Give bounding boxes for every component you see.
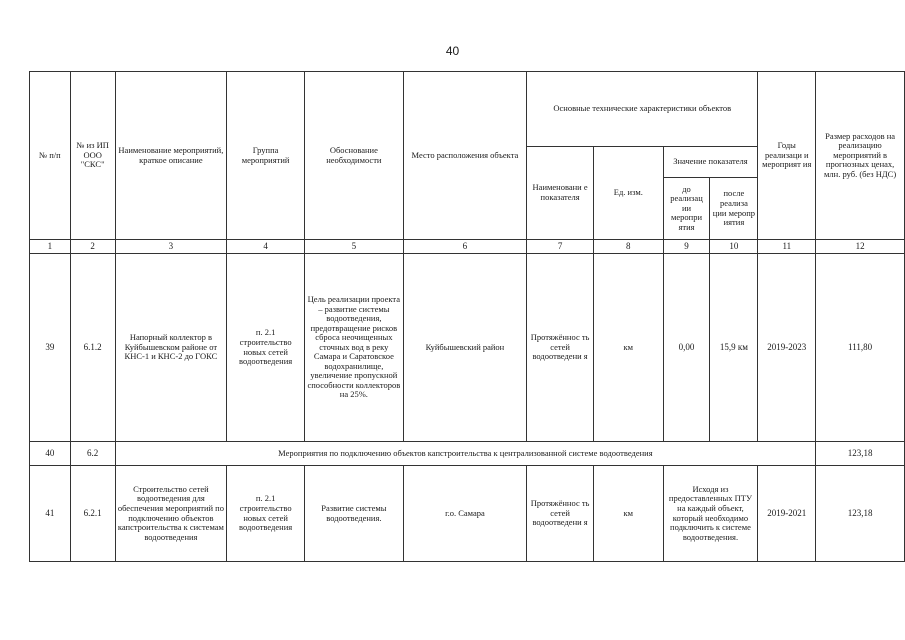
column-number: 1 [30,240,71,254]
row-rationale: Развитие системы водоотведения. [305,466,404,562]
header-cost: Размер расходов на реализацию мероприятий в прогнозных ценах, млн. руб. (без НДС) [816,72,905,240]
row-location: г.о. Самара [403,466,526,562]
row-years: 2019-2023 [758,254,816,442]
header-group: Группа мероприятий [227,72,305,240]
row-group: п. 2.1 строительство новых сетей водоотведения [227,254,305,442]
row-cost: 111,80 [816,254,905,442]
header-value-group: Значение показателя [663,147,758,178]
row-indicator: Протяжённос ть сетей водоотведени я [527,466,594,562]
row-unit: км [594,254,664,442]
row-no: 39 [30,254,71,442]
row-rationale: Цель реализации проекта – развитие системы водоотведения, предотвращение рисков сброса неочищенных сточных вод в реку Самара и Саратовское водохранилище, увеличение пропускной способности коллекторов на 25%. [305,254,404,442]
header-rationale: Обоснование необходимости [305,72,404,240]
row-values-note: Исходя из предоставленных ПТУ на каждый объект, который необходимо подключить к системе водоотведения. [663,466,758,562]
table-row [30,442,905,466]
row-years: 2019-2021 [758,466,816,562]
row-ip-number: 6.1.2 [70,254,115,442]
row-name: Строительство сетей водоотведения для обеспечения мероприятий по подключению объектов капстроительства к системам водоотведения [115,466,227,562]
row-section-title: Мероприятия по подключению объектов капстроительства к централизованной системе водоотведения [115,442,816,466]
row-name: Напорный коллектор в Куйбышевском районе от КНС-1 и КНС-2 до ГОКС [115,254,227,442]
row-cost: 123,18 [816,442,905,466]
page-number: 40 [445,44,460,58]
column-number: 7 [527,240,594,254]
header-years: Годы реализаци и мероприят ия [758,72,816,240]
table-row [30,254,905,442]
column-number: 3 [115,240,227,254]
row-value-before: 0,00 [663,254,710,442]
row-group: п. 2.1 строительство новых сетей водоотведения [227,466,305,562]
row-value-after: 15,9 км [710,254,758,442]
column-number: 12 [816,240,905,254]
header-indicator: Наименовани е показателя [527,147,594,240]
row-cost: 123,18 [816,466,905,562]
column-number: 11 [758,240,816,254]
column-number: 2 [70,240,115,254]
row-indicator: Протяжённос ть сетей водоотведени я [527,254,594,442]
header-location: Место расположения объекта [403,72,526,240]
row-ip-number: 6.2.1 [70,466,115,562]
header-value-before: до реализац ии меропри ятия [663,178,710,240]
column-number: 8 [594,240,664,254]
column-number: 6 [403,240,526,254]
column-number: 4 [227,240,305,254]
row-location: Куйбышевский район [403,254,526,442]
header-value-after: после реализа ции меропр иятия [710,178,758,240]
table-row [30,466,905,562]
header-unit: Ед. изм. [594,147,664,240]
header-name: Наименование мероприятий, краткое описание [115,72,227,240]
row-unit: км [594,466,664,562]
investment-program-table [29,71,905,562]
row-ip-number: 6.2 [70,442,115,466]
header-tech-characteristics: Основные технические характеристики объектов [527,72,758,147]
row-no: 40 [30,442,71,466]
row-no: 41 [30,466,71,562]
column-number: 10 [710,240,758,254]
column-number-row [30,240,905,254]
header-no: № п/п [30,72,71,240]
column-number: 5 [305,240,404,254]
column-number: 9 [663,240,710,254]
header-ip-number: № из ИП ООО "СКС" [70,72,115,240]
